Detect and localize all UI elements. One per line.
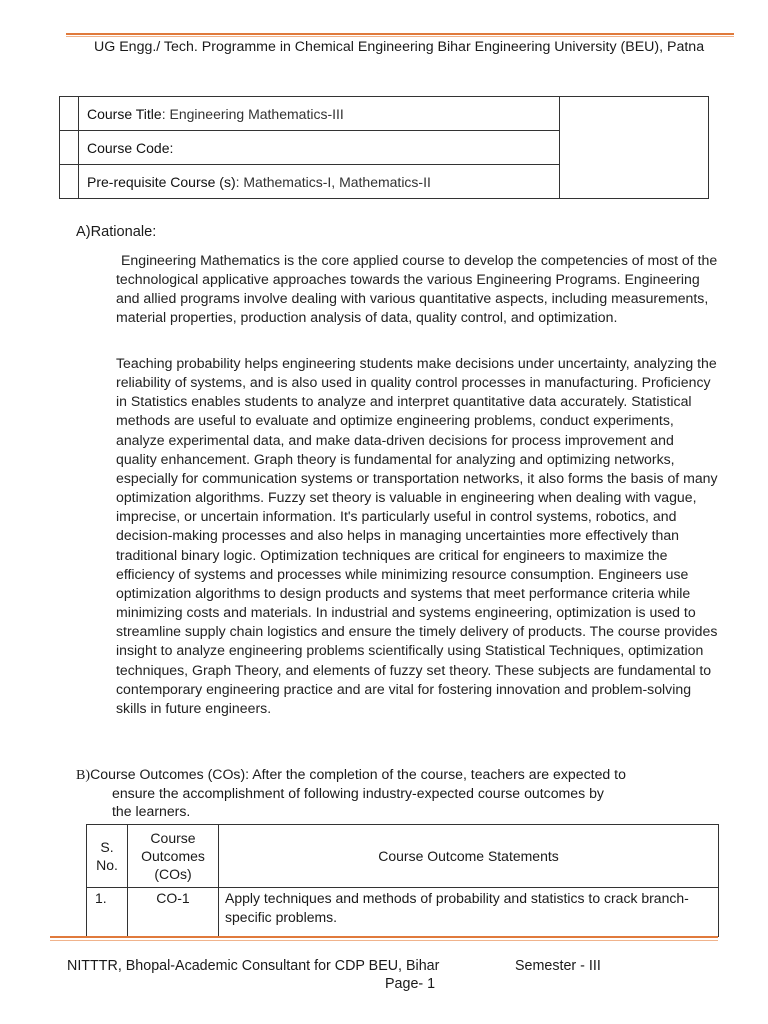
footer-rule-top (50, 936, 718, 938)
co-row-code: CO-1 (128, 888, 219, 937)
course-info-table (59, 96, 709, 199)
course-code-label: Course Code: (87, 139, 174, 156)
outcomes-prefix: B) (76, 767, 91, 783)
outcomes-intro-line2: ensure the accomplishment of following industry-expected course outcomes by (112, 785, 604, 801)
prereq-value: : Mathematics-I, Mathematics-II (235, 173, 431, 190)
course-title-label: Course Title (87, 105, 162, 122)
col-statement-header: Course Outcome Statements (219, 825, 719, 888)
rationale-paragraph-2: Teaching probability helps engineering students make decisions under uncertainty, analyzing the reliability of systems, and is also used in quality control processes in manufacturing. Proficiency in Statistics enables students to analyze and interpret quantitative data accurately. Statistical methods are useful to evaluate and optimize engineering problems, conduct experiments, analyze experimental data, and make data-driven decisions for process improvement and quality enhancement. Graph theory is fundamental for analyzing and optimizing networks, especially for communication systems or transportation networks, it also forms the basis of many optimization algorithms. Fuzzy set theory is valuable in engineering when dealing with vague, imprecise, or uncertain information. It's particularly useful in control systems, robotics, and decision-making processes and also helps in managing uncertainties more effectively than traditional binary logic. Optimization techniques are critical for engineers to maximize the efficiency of systems and processes while minimizing resource consumption. Engineers use optimization algorithms to design products and systems that meet performance criteria while minimizing costs and materials. In industrial and systems engineering, optimization is used to streamline supply chain logistics and ensure the timely delivery of products. The course provides insight to analyze engineering problems scientifically using Statistical Techniques, optimization techniques, Graph Theory, and elements of fuzzy set theory. These subjects are fundamental to contemporary engineering practice and are vital for fostering innovation and problem-solving skills in future engineers. (116, 355, 718, 716)
course-title-value: : Engineering Mathematics-III (161, 105, 344, 122)
prereq-label: Pre-requisite Course (s) (87, 173, 236, 190)
outcomes-heading: Course Outcomes (COs): (90, 766, 250, 782)
rationale-heading: A)Rationale: (76, 224, 157, 240)
col-co-header: Course Outcomes (COs) (128, 825, 219, 888)
co-table-header (87, 825, 719, 888)
course-outcomes-intro (76, 765, 726, 820)
rationale-paragraph-1: Engineering Mathematics is the core applied course to develop the competencies of most of the technological applicative approaches towards the various Engineering Programs. Engineering and allied programs involve dealing with various quantitative aspects, including measurements, material properties, production analysis of data, quality control, and optimization. (116, 252, 718, 326)
footer-rule-bottom (50, 940, 718, 941)
footer-semester: Semester - III (515, 958, 601, 974)
col-sno-header: S. No. (87, 825, 128, 888)
footer-page: Page- 1 (385, 976, 436, 992)
header-title: UG Engg./ Tech. Programme in Chemical Engineering Bihar Engineering University (BEU), Patna (94, 39, 705, 55)
outcomes-intro-line3: the learners. (112, 803, 191, 819)
co-row-sno: 1. (87, 888, 128, 937)
co-row-statement: Apply techniques and methods of probability and statistics to crack branch-specific problems. (219, 888, 719, 937)
course-info-blank-cell (560, 97, 709, 199)
outcomes-intro-line1: After the completion of the course, teachers are expected to (249, 766, 626, 782)
course-outcomes-table (86, 824, 719, 937)
header-rule-bottom (66, 36, 734, 37)
header-rule-top (66, 33, 734, 35)
table-row (87, 888, 719, 937)
course-title-row (60, 97, 709, 131)
footer-left: NITTTR, Bhopal-Academic Consultant for CDP BEU, Bihar (67, 958, 440, 974)
